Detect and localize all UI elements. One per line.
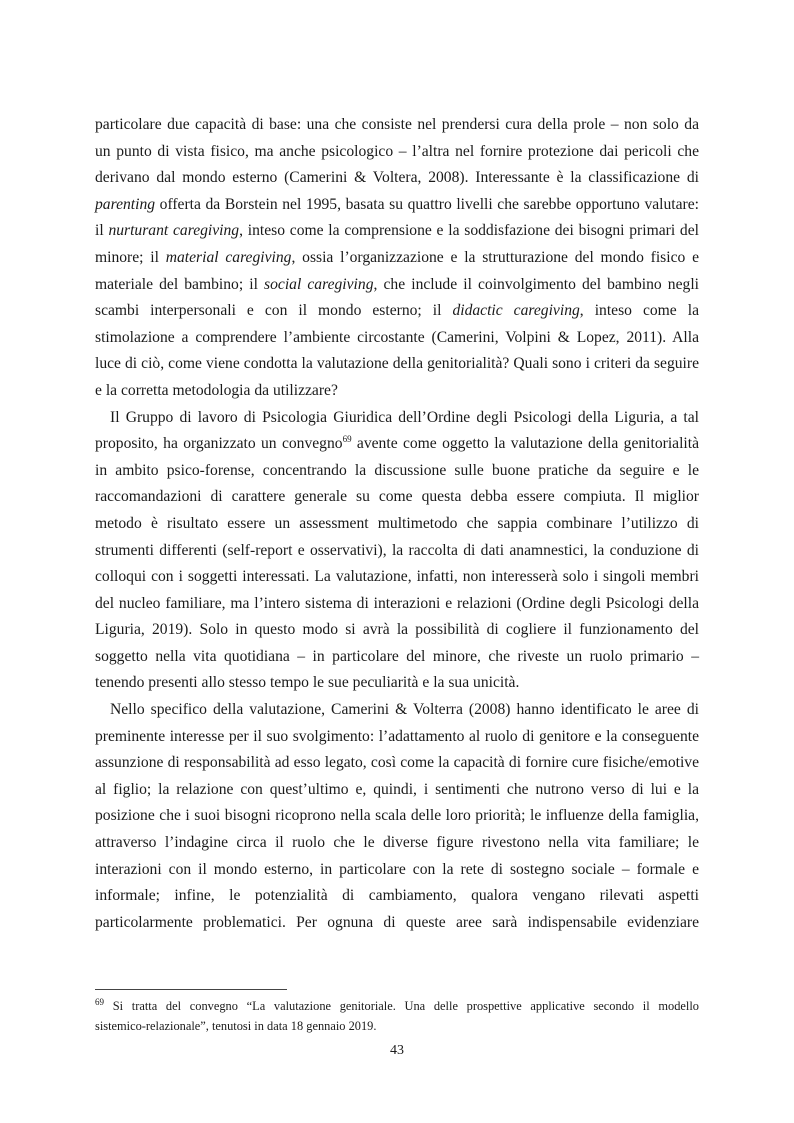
- text-line: parenting offerta da Borstein nel 1995, basata su quattro livelli che sarebbe opportuno valutare:: [95, 195, 699, 213]
- text-line: strumenti differenti (self-report e osservativi), la raccolta di dati anamnestici, la conduzione di: [95, 541, 699, 559]
- text-line: colloqui con i soggetti interessati. La valutazione, infatti, non interesserà solo i singoli membri: [95, 568, 699, 586]
- text-line: assunzione di responsabilità ad esso legato, così come la capacità di fornire cure fisiche/emotive: [95, 754, 699, 772]
- italic-term: nurturant caregiving: [108, 222, 240, 240]
- footnote-divider: [95, 989, 287, 990]
- text-line: in ambito psico-forense, concentrando la discussione sulle buone pratiche da seguire e le: [95, 461, 699, 479]
- footnote-number: 69: [95, 996, 104, 1007]
- italic-term: didactic caregiving: [452, 302, 580, 320]
- text-line: derivano dal mondo esterno (Camerini & Voltera, 2008). Interessante è la classificazione di: [95, 169, 699, 187]
- text-line: e la corretta metodologia da utilizzare?: [95, 381, 338, 399]
- text-line: metodo è risultato essere un assessment multimetodo che sappia combinare l’utilizzo di: [95, 514, 699, 532]
- italic-term: material caregiving: [165, 248, 292, 266]
- page-number: 43: [390, 1043, 404, 1058]
- text-line: preminente interesse per il suo svolgimento: l’adattamento al ruolo di genitore e la conseguente: [95, 727, 699, 745]
- footnote: [95, 996, 699, 1036]
- text-line: proposito, ha organizzato un convegno$^{69}$ avente come oggetto la valutazione della genitorialità: [95, 433, 699, 453]
- text-line: particolare due capacità di base: una che consiste nel prendersi cura della prole – non solo da: [95, 116, 699, 133]
- text-line: soggetto nella vita quotidiana – in particolare del minore, che riveste un ruolo primario –: [95, 647, 699, 665]
- text-line: posizione che i suoi bisogni ricoprono nella scala delle loro priorità; le influenze della famiglia,: [95, 807, 699, 825]
- text-line: Liguria, 2019). Solo in questo modo si avrà la possibilità di cogliere il funzionamento del: [95, 621, 699, 639]
- text-line: del nucleo familiare, ma l’intero sistema di interazioni e relazioni (Ordine degli Psicologi della: [95, 594, 699, 612]
- text-line: informale; infine, le potenzialità di cambiamento, qualora vengano rilevati aspetti: [95, 887, 699, 905]
- body-text: [95, 112, 699, 936]
- footnote-line: sistemico-relazionale”, tenutosi in data 18 gennaio 2019.: [95, 1019, 377, 1033]
- text-line: interazioni con il mondo esterno, in particolare con la rete di sostegno sociale – formale e: [95, 860, 699, 878]
- text-line: tenendo presenti allo stesso tempo le sue peculiarità e la sua unicità.: [95, 674, 520, 692]
- italic-term: parenting: [95, 195, 156, 213]
- text-line: Nello specifico della valutazione, Camerini & Volterra (2008) hanno identificato le aree di: [110, 701, 699, 719]
- footnote-line: $^{69}$ Si tratta del convegno “La valutazione genitoriale. Una delle prospettive applicative secondo il modello: [95, 996, 699, 1013]
- text-line: luce di ciò, come viene condotta la valutazione della genitorialità? Quali sono i criteri da seguire: [95, 355, 699, 373]
- text-line: il nurturant caregiving, inteso come la comprensione e la soddisfazione dei bisogni primari del: [95, 222, 699, 240]
- text-line: Il Gruppo di lavoro di Psicologia Giuridica dell’Ordine degli Psicologi della Liguria, a tal: [110, 408, 699, 426]
- text-line: raccomandazioni di carattere generale su come questa debba essere compiuta. Il miglior: [95, 488, 699, 506]
- text-line: un punto di vista fisico, ma anche psicologico – l’altra nel fornire protezione dai pericoli che: [95, 142, 699, 160]
- footnote-ref[interactable]: 69: [342, 433, 352, 444]
- text-line: materiale del bambino; il social caregiving, che include il coinvolgimento del bambino negli: [95, 275, 699, 293]
- text-line: al figlio; la relazione con quest’ultimo e, quindi, i sentimenti che nutrono verso di lui e la: [95, 780, 699, 798]
- text-line: attraverso l’indagine circa il ruolo che le diverse figure rivestono nella vita familiare; le: [95, 834, 699, 852]
- italic-term: social caregiving: [264, 275, 374, 293]
- text-line: minore; il material caregiving, ossia l’organizzazione e la strutturazione del mondo fisico e: [95, 248, 699, 266]
- text-line: scambi interpersonali e con il mondo esterno; il didactic caregiving, inteso come la: [95, 302, 699, 320]
- text-line: particolarmente problematici. Per ognuna di queste aree sarà indispensabile evidenziare: [95, 913, 699, 931]
- text-line: stimolazione a comprendere l’ambiente circostante (Camerini, Volpini & Lopez, 2011). Alla: [95, 328, 699, 346]
